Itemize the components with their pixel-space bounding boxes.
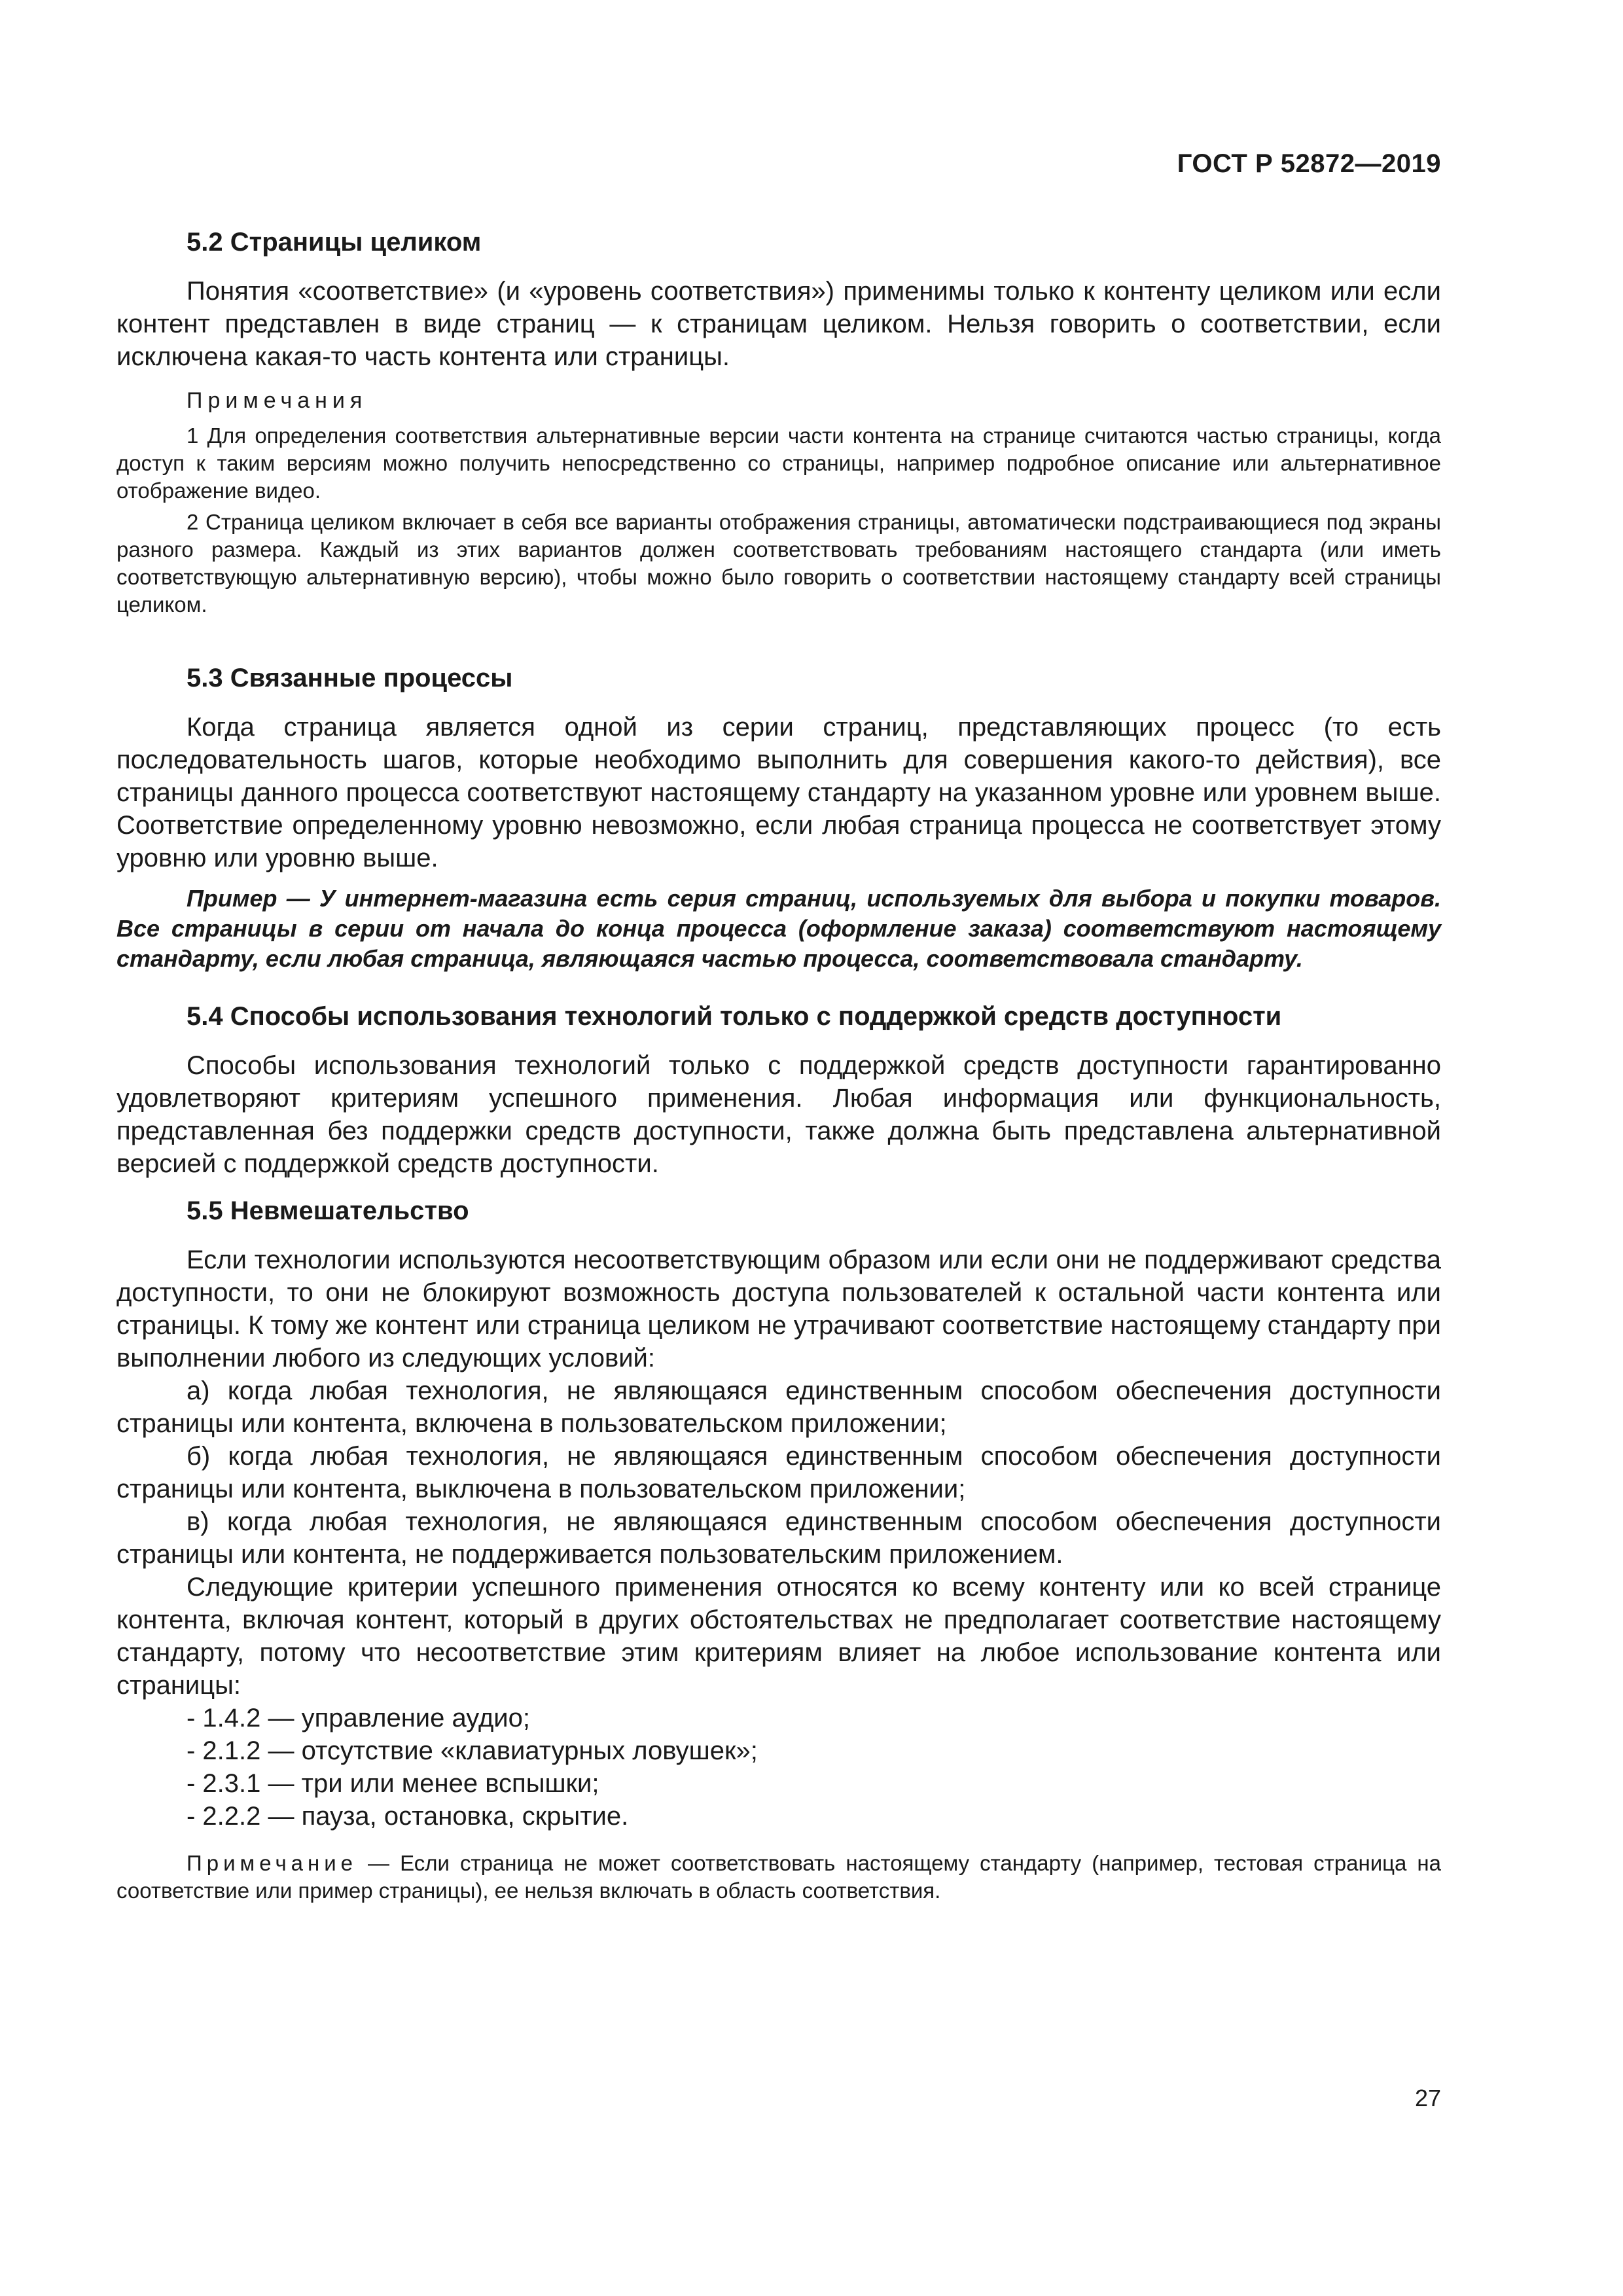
section-5-2-note-1: 1 Для определения соответствия альтернативные версии части контента на странице считаются частью страницы, когда доступ к таким версиям можно получить непосредственно со страницы, например подробное описание или альтернативное отображение видео. xyxy=(116,423,1441,503)
section-5-2-paragraph: Понятия «соответствие» (и «уровень соответствия») применимы только к контенту целиком или если контент представлен в виде страниц — к страницам целиком. Нельзя говорить о соответствии, если исключена какая-то часть контента или страницы. xyxy=(116,277,1441,371)
section-5-5-paragraph-2: Следующие критерии успешного применения относятся ко всему контенту или ко всей странице контента, включая контент, который в других обстоятельствах не предполагает соответствие настоящему стандарту, потому что несоответствие этим критериям влияет на любое использование контента или страницы: xyxy=(116,1572,1441,1700)
section-5-5-paragraph-1: Если технологии используются несоответствующим образом или если они не поддерживают средства доступности, то они не блокируют возможность доступа пользователей к остальной части контента или страницы. К тому же контент или страница целиком не утрачивают соответствие настоящему стандарту при выполнении любого из следующих условий: xyxy=(116,1245,1441,1372)
criteria-item: - 2.1.2 — отсутствие «клавиатурных ловушек»; xyxy=(187,1736,758,1765)
section-5-5-note-text: — Если страница не может соответствовать настоящему стандарту (например, тестовая страница на соответствие или пример страницы), ее нельзя включать в область соответствия. xyxy=(116,1850,1441,1903)
section-5-5-note-label: Примечание xyxy=(187,1850,358,1875)
section-5-5-item-v: в) когда любая технология, не являющаяся единственным способом обеспечения доступности страницы или контента, не поддерживается пользовательским приложением. xyxy=(116,1507,1441,1569)
section-5-5-item-a: а) когда любая технология, не являющаяся единственным способом обеспечения доступности страницы или контента, включена в пользовательском приложении; xyxy=(116,1376,1441,1438)
criteria-item: - 2.2.2 — пауза, остановка, скрытие. xyxy=(187,1801,629,1831)
page-content xyxy=(116,226,1441,1905)
section-5-2-notes-title: Примечания xyxy=(187,388,368,413)
criteria-list xyxy=(116,1702,1441,1833)
criteria-item: - 1.4.2 — управление аудио; xyxy=(187,1703,530,1732)
section-5-5-title: 5.5 Невмешательство xyxy=(187,1196,469,1225)
section-5-5-note xyxy=(116,1850,1441,1905)
section-5-4-paragraph: Способы использования технологий только с поддержкой средств доступности гарантированно удовлетворяют критериям успешного применения. Любая информация или функциональность, представленная без поддержки средств доступности, также должна быть представлена альтернативной версией с поддержкой средств доступности. xyxy=(116,1050,1441,1178)
section-5-5-item-b: б) когда любая технология, не являющаяся единственным способом обеспечения доступности страницы или контента, выключена в пользовательском приложении; xyxy=(116,1441,1441,1503)
criteria-item: - 2.3.1 — три или менее вспышки; xyxy=(187,1768,599,1798)
section-5-2-title: 5.2 Страницы целиком xyxy=(187,228,482,257)
section-5-2-note-2: 2 Страница целиком включает в себя все варианты отображения страницы, автоматически подстраивающиеся под экраны разного размера. Каждый из этих вариантов должен соответствовать требованиям настоящего стандарта (или иметь соответствующую альтернативную версию), чтобы можно было говорить о соответствии настоящему стандарту всей страницы целиком. xyxy=(116,509,1441,617)
page-number: 27 xyxy=(1414,2085,1441,2111)
section-5-3-paragraph: Когда страница является одной из серии страниц, представляющих процесс (то есть последовательность шагов, которые необходимо выполнить для совершения какого-то действия), все страницы данного процесса соответствуют настоящему стандарту на указанном уровне или уровнем выше. Соответствие определенному уровню невозможно, если любая страница процесса не соответствует этому уровню или уровню выше. xyxy=(116,712,1441,872)
section-5-4-title: 5.4 Способы использования технологий только с поддержкой средств доступности xyxy=(187,1001,1282,1031)
document-page xyxy=(116,0,1441,2296)
document-code: ГОСТ Р 52872—2019 xyxy=(1177,149,1441,178)
section-5-3-example: Пример — У интернет-магазина есть серия страниц, используемых для выбора и покупки товаров. Все страницы в серии от начала до конца процесса (оформление заказа) соответствуют настоящему стандарту, если любая страница, являющаяся частью процесса, соответствовала стандарту. xyxy=(116,884,1441,972)
section-5-3-title: 5.3 Связанные процессы xyxy=(187,663,513,692)
